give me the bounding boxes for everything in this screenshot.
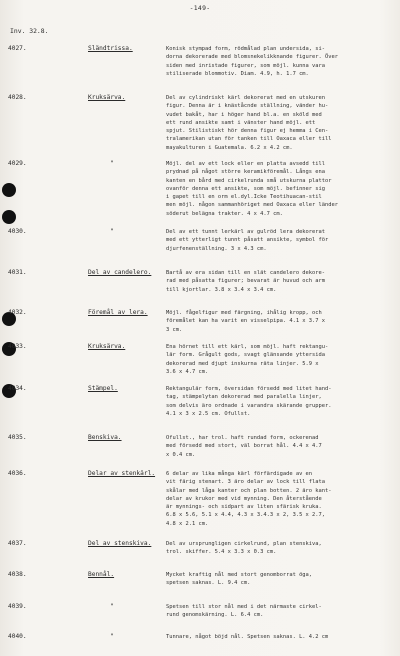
entry-number: 4036. [8,470,27,477]
entry-description: Mycket kraftig nål med stort genomborrat öga, spetsen saknas. L. 9.4 cm. [166,572,313,587]
entry-number: 4037. [8,540,27,547]
entry-description: Möjl. del av ett lock eller en platta avsedd till prydnad på något större keramikföremål. Långs ena kanten en bård med cirkelrunda små utskurna plattor ovanför denna ett ansikte, som möjl. befinner sig i gapet till en orm el.dyl.Icke Teotihuacan-stil men möjl. någon sammanhöriget med Oaxaca eller länder söderut belägna trakter. 4 x 4.7 cm. [166,161,339,217]
entry-title: " [110,603,114,610]
entry-description: Ofullst., har trol. haft rundad form, ockerenad med försedd med stort, väl borrat hål. 4.4 x 4.7 x 0.4 cm. [166,435,322,458]
entry-description: Bartå av era sidan till en slät candelero dekore- rad med påsatta figurer; bevarat är huvud och arm till kjortlar. 3.8 x 3.4 x 3.4 cm. [166,270,326,293]
entry-number: 4033. [8,343,27,350]
entry-title: Bennål. [88,571,115,578]
entry-description: 6 delar av lika många kärl förfärdigade av en vit färig stenart. 3 äro delar av lock till flata skålar med låga kanter och plan botten. 2 äro kant- delar av krukor med vid mynning. Den återstående är mynnings- och sidpart av liten sfärisk kruka. 6.8 x 5.6, 5.1 x 4.4, 4.3 x 3.4.3 x 2, 3.5 x 2.7, 4.8 x 2.1 cm. [166,471,332,527]
entry-title: Del av candelero. [88,269,152,276]
entry-description: Rektangulär form, översidan försedd med litet hand- tag, stämpelytan dekorerad med paralella linjer, som delvis äro ordnade i varandra skärande grupper. 4.1 x 3 x 2.5 cm. Ofullst. [166,386,332,417]
entry-title: Föremål av lera. [88,309,148,316]
entry-number: 4027. [8,45,27,52]
entry-number: 4035. [8,434,27,441]
entry-description: Del av ursprungligen cirkelrund, plan stenskiva, trol. skiffer. 5.4 x 3.3 x 0.3 cm. [166,541,322,556]
entry-description: Ena hörnet till ett kärl, som möjl. haft rektangu- lär form. Grågult gods, svagt glänsande yttersida dekorerad med djupt inskurna räta linjer. 5.9 x 3.6 x 4.7 cm. [166,344,329,375]
entry-description: Tunnare, något böjd nål. Spetsen saknas. L. 4.2 cm [166,634,329,640]
inventory-label: Inv. 32.8. [10,27,49,35]
entry-title: Delar av stenkärl. [88,470,156,477]
entry-title: Kruksärva. [88,94,126,101]
entry-title: " [110,160,114,167]
entry-title: Benskiva. [88,434,122,441]
entry-description: Del av cylindriskt kärl dekorerat med en utskuren figur. Denna är i knäståcnde ställning, vänder hu- vudet bakåt, har i höger hand bl.a. en sköld med ett rund ansikte samt i vänster hand möjl. ett spjut. Stilistiskt hör denna figur ej hemma i Cen- tralamerikan utan för tanken till Oaxaca eller till mayakulturen i Guatemala. 6.2 x 4.2 cm. [166,95,332,151]
punch-hole [2,183,16,197]
entry-description: Konisk stympad form, rödmålad plan undersida, si- dorna dekorerade med blomsnekelikknande figurer. Över siden med inristade figurer, som möjl. kunna vara stiliserade blommotiv. Diam. 4.9, h. 1.7 cm. [166,46,339,77]
entry-number: 4032. [8,309,27,316]
entry-title: " [110,633,114,640]
entry-number: 4038. [8,571,27,578]
entry-title: Stämpel. [88,385,118,392]
entry-title: Del av stenskiva. [88,540,152,547]
entry-description: Spetsen till stor nål med i det närmaste cirkel- rund genomskärning. L. 6.4 cm. [166,604,322,619]
entry-title: Sländtrissa. [88,45,133,52]
entry-title: " [110,228,114,235]
entry-number: 4039. [8,603,27,610]
entry-number: 4031. [8,269,27,276]
entry-number: 4040. [8,633,27,640]
entry-number: 4030. [8,228,27,235]
entry-number: 4028. [8,94,27,101]
entry-description: Möjl. fågelfigur med färgning, ihålig kropp, och föremålet kan ha varit en visselpipa. 4.1 x 3.7 x 3 cm. [166,310,326,333]
punch-hole [2,210,16,224]
entry-number: 4029. [8,160,27,167]
entry-title: Kruksärva. [88,343,126,350]
entry-number: 4034. [8,385,27,392]
entry-description: Del av ett tunnt lerkärl av gulröd lera dekorerat med ett ytterligt tunnt påsatt ansikte, symbol för djurfenenställning. 3 x 4.3 cm. [166,229,329,252]
page-number: -149- [189,4,211,12]
